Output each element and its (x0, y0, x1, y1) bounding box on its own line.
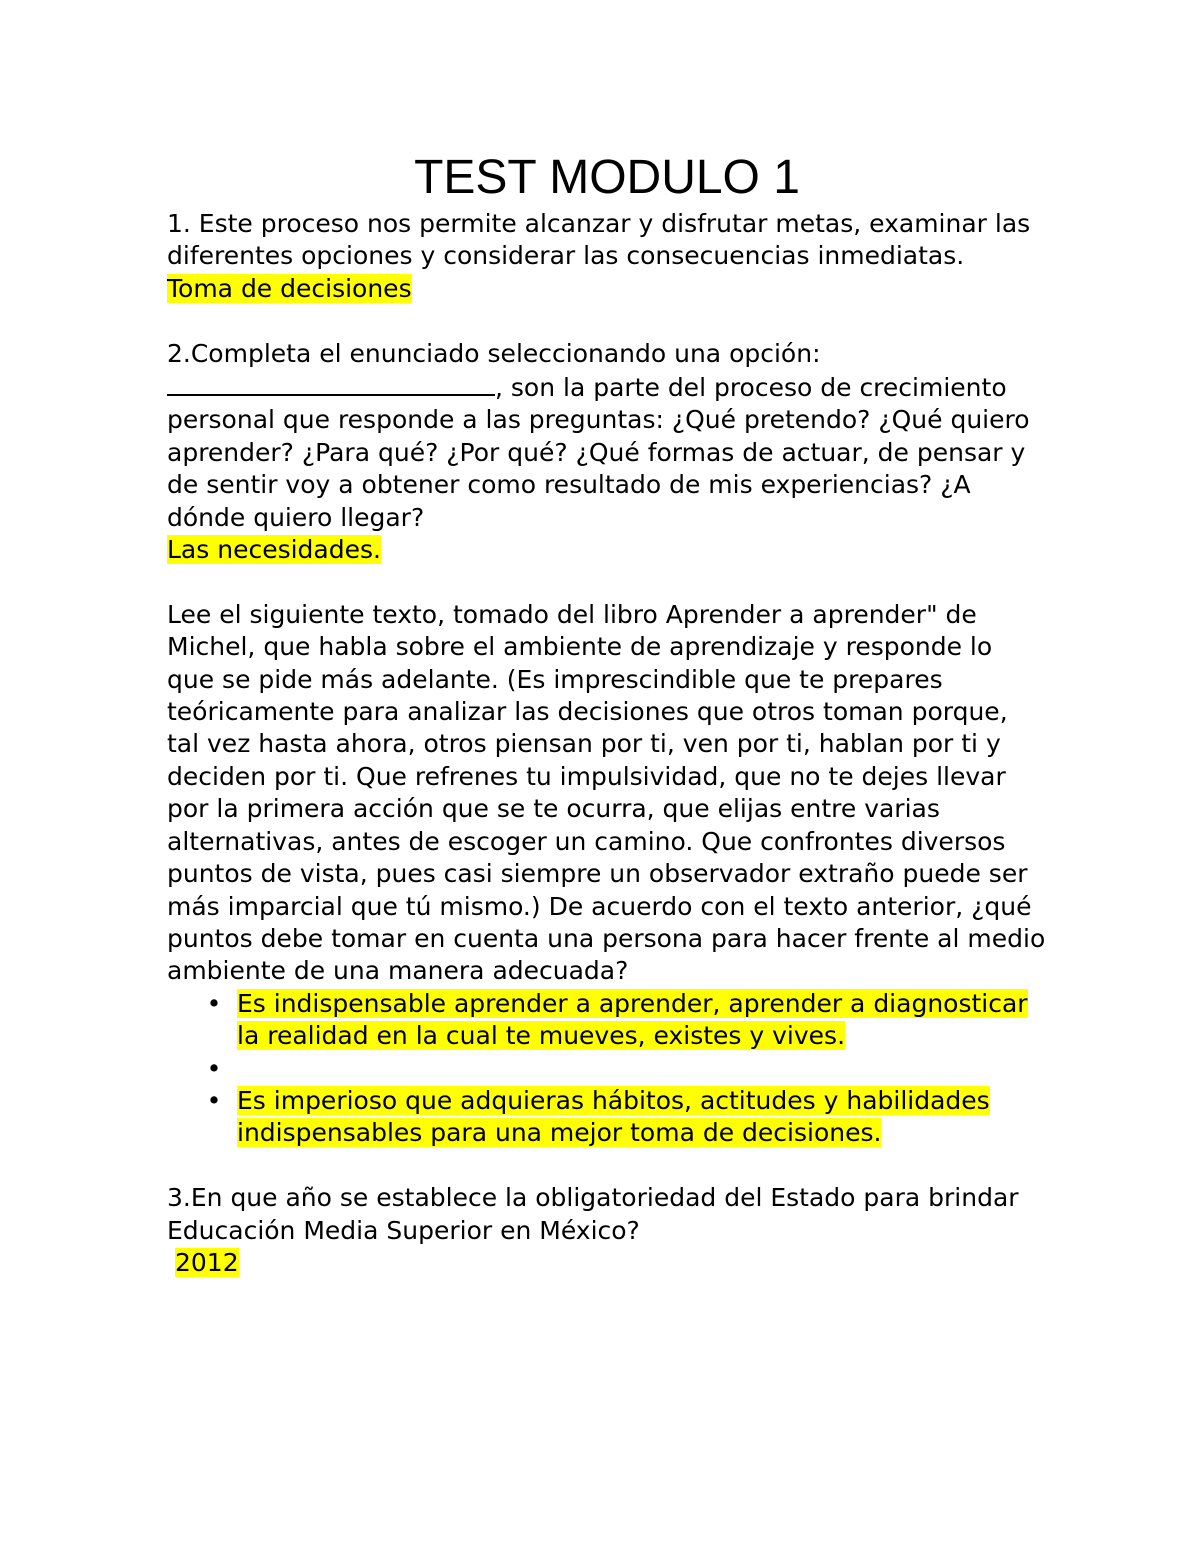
fill-in-blank (167, 370, 495, 396)
document-title: TEST MODULO 1 (414, 151, 800, 204)
bullet-icon: • (206, 1053, 222, 1083)
reading-passage: Lee el siguiente texto, tomado del libro Aprender a aprender" de Michel, que habla sobre el ambiente de aprendizaje y responde lo que se pide más adelante. (Es imprescindible que te prepares teóricamente para analizar las decisiones que otros toman porque, tal vez hasta ahora, otros piensan por ti, ven por ti, hablan por ti y deciden por ti. Que refrenes tu impulsividad, que no te dejes llevar por la primera acción que se te ocurra, que elijas entre varias alternativas, antes de escoger un camino. Que confrontes diversos puntos de vista, pues casi siempre un observador extraño puede ser más imparcial que tú mismo.) De acuerdo con el texto anterior, ¿qué puntos debe tomar en cuenta una persona para hacer frente al medio ambiente de una manera adecuada? (167, 599, 1046, 986)
question-2-prompt: 2.Completa el enunciado seleccionando una opción: (167, 338, 821, 368)
spacer (167, 566, 1047, 598)
bullet-icon: • (206, 988, 222, 1018)
spacer (167, 1150, 1047, 1182)
question-1-text: 1. Este proceso nos permite alcanzar y disfrutar metas, examinar las diferentes opciones y considerar las consecuencias inmediatas. (167, 209, 1031, 271)
question-3-answer: 2012 (175, 1247, 239, 1277)
question-2-answer: Las necesidades. (167, 535, 381, 565)
question-3-text: 3.En que año se establece la obligatoriedad del Estado para brindar Educación Media Superior en México? (167, 1183, 1019, 1245)
list-item (206, 988, 1047, 1053)
question-2-text (167, 370, 1047, 534)
reading-answer-1: Es indispensable aprender a aprender, aprender a diagnosticar la realidad en la cual te mueves, existes y vives. (237, 988, 1028, 1051)
question-3-answer-line (167, 1247, 1047, 1279)
question-2-rest: , son la parte del proceso de crecimiento personal que responde a las preguntas: ¿Qué pretendo? ¿Qué quiero aprender? ¿Para qué? ¿Por qué? ¿Qué formas de actuar, de pensar y de sentir voy a obtener como resultado de mis experiencias? ¿A dónde quiero llegar? (167, 373, 1030, 532)
reading-answer-3: Es imperioso que adquieras hábitos, actitudes y habilidades indispensables para una mejor toma de decisiones. (237, 1085, 990, 1148)
list-item (206, 1053, 1047, 1085)
question-2-answer-line (167, 534, 1047, 566)
document-page (167, 150, 1047, 1279)
spacer (167, 305, 1047, 337)
reading-answers-list (167, 988, 1047, 1150)
list-item (206, 1085, 1047, 1150)
question-1-answer: Toma de decisiones (167, 273, 412, 303)
question-1-answer-line (167, 273, 1047, 305)
bullet-icon: • (206, 1085, 222, 1115)
